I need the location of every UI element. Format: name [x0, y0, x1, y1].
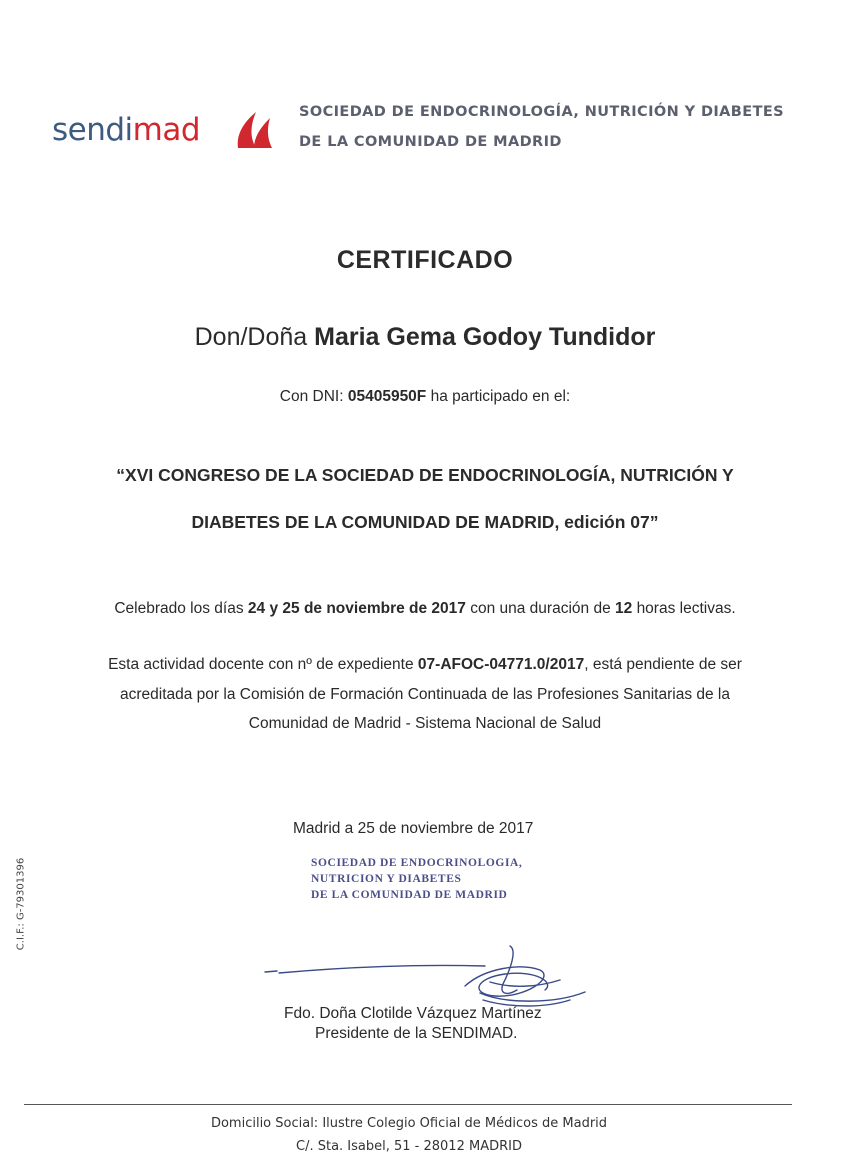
dni-line: Con DNI: 05405950F ha participado en el: — [279, 388, 571, 405]
footer-divider — [24, 1104, 792, 1105]
activity-line2: acreditada por la Comisión de Formación Continuada de las Profesiones Sanitarias de la — [119, 686, 730, 703]
stamp-line1: SOCIEDAD DE ENDOCRINOLOGIA, — [311, 857, 523, 869]
activity-line1: Esta actividad docente con nº de expediente 07-AFOC-04771.0/2017, está pendiente de ser — [108, 656, 742, 673]
sendimad-logo — [52, 104, 282, 156]
file-number: 07-AFOC-04771.0/2017 — [417, 656, 585, 673]
certificate-title: CERTIFICADO — [336, 246, 514, 274]
stamp-line3: DE LA COMUNIDAD DE MADRID — [311, 889, 508, 901]
dates-line: Celebrado los días 24 y 25 de noviembre de 2017 con una duración de 12 horas lectivas. — [114, 600, 736, 617]
signer-role: Presidente de la SENDIMAD. — [315, 1025, 518, 1042]
footer-line2: C/. Sta. Isabel, 51 - 28012 MADRID — [296, 1139, 522, 1154]
dni-value: 05405950F — [347, 388, 427, 405]
footer-line1: Domicilio Social: Ilustre Colegio Oficial de Médicos de Madrid — [210, 1116, 608, 1131]
recipient-line — [0, 323, 850, 352]
cif-label: C.I.F.: G-79301396 — [15, 857, 27, 951]
event-dates: 24 y 25 de noviembre de 2017 — [247, 600, 466, 617]
logo-wordmark: sendimad — [52, 112, 201, 148]
recipient-name: Maria Gema Godoy Tundidor — [314, 323, 656, 351]
salutation: Don/Doña — [194, 323, 308, 351]
duration-hours: 12 — [615, 600, 633, 617]
org-name-line2: DE LA COMUNIDAD DE MADRID — [299, 134, 562, 150]
stamp-line2: NUTRICION Y DIABETES — [311, 873, 462, 885]
congress-title-line2: DIABETES DE LA COMUNIDAD DE MADRID, edición 07” — [191, 512, 659, 532]
congress-title-line1: “XVI CONGRESO DE LA SOCIEDAD DE ENDOCRINOLOGÍA, NUTRICIÓN Y — [116, 465, 734, 485]
place-date: Madrid a 25 de noviembre de 2017 — [293, 820, 534, 837]
activity-line3: Comunidad de Madrid - Sistema Nacional de Salud — [248, 715, 602, 732]
flame-logo-icon — [234, 108, 274, 152]
org-name-line1: SOCIEDAD DE ENDOCRINOLOGÍA, NUTRICIÓN Y DIABETES — [299, 104, 785, 120]
signer-name: Fdo. Doña Clotilde Vázquez Martínez — [284, 1005, 542, 1022]
